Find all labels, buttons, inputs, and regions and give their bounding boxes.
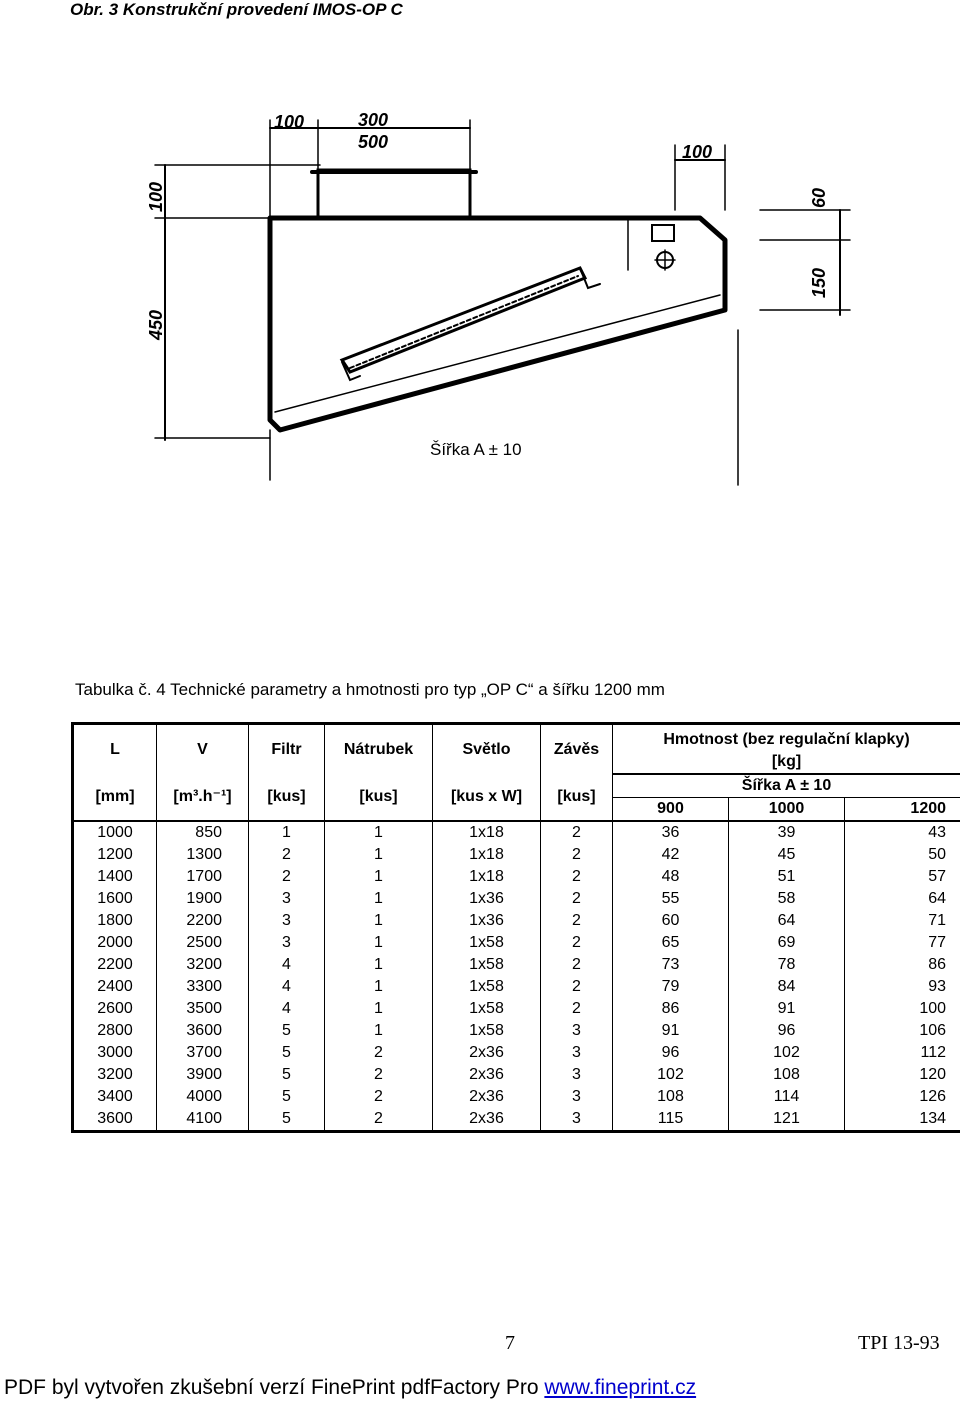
table-row: [73, 976, 960, 998]
table-cell: 91: [729, 998, 845, 1020]
table-cell: 3: [541, 1086, 613, 1108]
header-v-unit: [m³.h⁻¹]: [157, 774, 249, 821]
table-caption: Tabulka č. 4 Technické parametry a hmotnosti pro typ „OP C“ a šířku 1200 mm: [75, 680, 665, 699]
table-cell: 4100: [157, 1108, 249, 1132]
table-cell: 2: [541, 866, 613, 888]
header-row-1: [73, 724, 960, 752]
table-cell: 2x36: [433, 1108, 541, 1132]
table-cell: 42: [613, 844, 729, 866]
table-cell: 3: [541, 1108, 613, 1132]
table-cell: 4: [249, 954, 325, 976]
header-natrubek-unit: [kus]: [325, 774, 433, 821]
header-l: L: [73, 724, 157, 775]
table-cell: 1x58: [433, 954, 541, 976]
table-cell: 93: [928, 978, 947, 995]
header-w1000: 1000: [729, 798, 845, 822]
table-cell: 134: [919, 1110, 947, 1127]
table-cell: 850: [157, 821, 249, 844]
table-cell: 55: [613, 888, 729, 910]
table-cell: 96: [613, 1042, 729, 1064]
dim-100-right: 100: [682, 142, 713, 162]
table-cell: 1800: [73, 910, 157, 932]
header-zaves: Závěs: [541, 724, 613, 775]
table-cell: 39: [729, 821, 845, 844]
footer-text: PDF byl vytvořen zkušební verzí FinePrint pdfFactory Pro: [4, 1376, 545, 1399]
table-cell: 2: [249, 866, 325, 888]
table-cell: 1: [249, 821, 325, 844]
table-cell: 3: [249, 888, 325, 910]
header-svetlo: Světlo: [433, 724, 541, 775]
figure-caption: Obr. 3 Konstrukční provedení IMOS-OP C: [70, 0, 403, 19]
table-cell: 65: [613, 932, 729, 954]
dim-300: 300: [358, 110, 389, 130]
table-cell: 5: [249, 1086, 325, 1108]
footer-link[interactable]: www.fineprint.cz: [544, 1376, 697, 1399]
table-cell: 100: [919, 1000, 947, 1017]
table-cell: 2000: [73, 932, 157, 954]
table-cell: 112: [920, 1044, 947, 1061]
table-cell: 1700: [157, 866, 249, 888]
table-cell: 91: [613, 1020, 729, 1042]
table-cell: 3000: [73, 1042, 157, 1064]
table-cell: 58: [729, 888, 845, 910]
table-cell: 108: [613, 1086, 729, 1108]
table-cell: 84: [729, 976, 845, 998]
table-cell: 69: [729, 932, 845, 954]
table-cell: 2x36: [433, 1086, 541, 1108]
table-cell: 3600: [157, 1020, 249, 1042]
table-cell: 1x58: [433, 1020, 541, 1042]
dim-150: 150: [809, 267, 829, 298]
table-cell: 3900: [157, 1064, 249, 1086]
table-cell: 1: [325, 821, 433, 844]
table-cell: 1: [325, 998, 433, 1020]
table-cell: 1: [325, 866, 433, 888]
header-hmotnost: Hmotnost (bez regulační klapky): [663, 731, 910, 748]
table-cell: 1x36: [433, 910, 541, 932]
table-cell: 3: [541, 1042, 613, 1064]
table-cell: 1x18: [433, 866, 541, 888]
table-cell: 43: [928, 824, 947, 841]
table-cell: 2: [541, 932, 613, 954]
header-row-3: [73, 774, 960, 798]
dim-100-top: 100: [274, 112, 305, 132]
table-cell: 51: [729, 866, 845, 888]
table-cell: 5: [249, 1064, 325, 1086]
table-cell: 2: [541, 998, 613, 1020]
table-cell: 1300: [157, 844, 249, 866]
header-w900: 900: [613, 798, 729, 822]
table-cell: 4: [249, 998, 325, 1020]
table-cell: 120: [919, 1066, 947, 1083]
table-cell: 86: [928, 956, 947, 973]
table-cell: 1900: [157, 888, 249, 910]
table-cell: 1: [325, 954, 433, 976]
table-cell: 3200: [157, 954, 249, 976]
table-row: [73, 844, 960, 866]
table-cell: 1x58: [433, 998, 541, 1020]
table-cell: 3300: [157, 976, 249, 998]
table-row: [73, 910, 960, 932]
header-filtr-unit: [kus]: [249, 774, 325, 821]
table-cell: 73: [613, 954, 729, 976]
table-cell: 2200: [157, 910, 249, 932]
table-cell: 45: [729, 844, 845, 866]
table-cell: 3700: [157, 1042, 249, 1064]
table-cell: 2200: [73, 954, 157, 976]
header-filtr: Filtr: [249, 724, 325, 775]
table-row: [73, 998, 960, 1020]
footer-note: [4, 1376, 696, 1400]
header-w1200: 1200: [845, 798, 960, 822]
header-l-unit: [mm]: [73, 774, 157, 821]
table-cell: 1400: [73, 866, 157, 888]
table-row: [73, 1042, 960, 1064]
table-row: [73, 821, 960, 844]
table-cell: 2: [325, 1064, 433, 1086]
table-cell: 36: [613, 821, 729, 844]
table-cell: 2: [541, 976, 613, 998]
document-code: TPI 13-93: [858, 1332, 940, 1354]
table-cell: 3600: [73, 1108, 157, 1132]
table-cell: 50: [928, 846, 947, 863]
width-label: Šířka A ± 10: [430, 440, 522, 459]
table-cell: 2800: [73, 1020, 157, 1042]
dim-60: 60: [809, 187, 829, 208]
table-cell: 1: [325, 1020, 433, 1042]
table-cell: 102: [729, 1042, 845, 1064]
table-cell: 1: [325, 888, 433, 910]
header-svetlo-unit: [kus x W]: [433, 774, 541, 821]
table-cell: 108: [729, 1064, 845, 1086]
table-cell: 2: [325, 1086, 433, 1108]
table-cell: 4: [249, 976, 325, 998]
table-cell: 5: [249, 1020, 325, 1042]
table-cell: 106: [919, 1022, 947, 1039]
table-cell: 78: [729, 954, 845, 976]
table-cell: 2: [249, 844, 325, 866]
table-cell: 3: [249, 932, 325, 954]
table-cell: 79: [613, 976, 729, 998]
table-cell: 1x18: [433, 844, 541, 866]
table-cell: 1: [325, 844, 433, 866]
table-cell: 1600: [73, 888, 157, 910]
header-zaves-unit: [kus]: [541, 774, 613, 821]
table-row: [73, 888, 960, 910]
table-cell: 2: [541, 888, 613, 910]
table-cell: 60: [613, 910, 729, 932]
table-cell: 5: [249, 1108, 325, 1132]
table-cell: 1: [325, 932, 433, 954]
table-row: [73, 866, 960, 888]
page-number: 7: [505, 1332, 515, 1354]
table-cell: 2x36: [433, 1042, 541, 1064]
dim-450: 450: [146, 309, 166, 340]
table-cell: 96: [729, 1020, 845, 1042]
table-cell: 48: [613, 866, 729, 888]
table-cell: 1x58: [433, 932, 541, 954]
dim-100-left: 100: [146, 181, 166, 212]
table-cell: 3: [249, 910, 325, 932]
table-cell: 102: [613, 1064, 729, 1086]
table-cell: 64: [928, 890, 947, 907]
table-cell: 2600: [73, 998, 157, 1020]
header-sirka: Šířka A ± 10: [613, 774, 960, 798]
table-cell: 1: [325, 910, 433, 932]
table-cell: 121: [729, 1108, 845, 1132]
table-row: [73, 1064, 960, 1086]
table-cell: 2: [541, 954, 613, 976]
table-cell: 1x58: [433, 976, 541, 998]
table-cell: 126: [919, 1088, 947, 1105]
table-cell: 64: [729, 910, 845, 932]
table-row: [73, 954, 960, 976]
table-cell: 77: [928, 934, 947, 951]
table-cell: 114: [729, 1086, 845, 1108]
header-v: V: [157, 724, 249, 775]
parameters-table: [71, 722, 960, 1133]
table-cell: 2: [325, 1042, 433, 1064]
table-cell: 115: [613, 1108, 729, 1132]
table-cell: 57: [928, 868, 947, 885]
table-cell: 2: [325, 1108, 433, 1132]
table-cell: 2: [541, 844, 613, 866]
table-cell: 1000: [73, 821, 157, 844]
table-cell: 2: [541, 910, 613, 932]
table-cell: 86: [613, 998, 729, 1020]
table-row: [73, 1108, 960, 1132]
header-natrubek: Nátrubek: [325, 724, 433, 775]
table-cell: 3: [541, 1064, 613, 1086]
table-row: [73, 932, 960, 954]
table-cell: 3500: [157, 998, 249, 1020]
table-cell: 3400: [73, 1086, 157, 1108]
header-hmotnost-unit: [kg]: [613, 751, 960, 774]
table-cell: 1: [325, 976, 433, 998]
table-cell: 3: [541, 1020, 613, 1042]
table-cell: 5: [249, 1042, 325, 1064]
table-cell: 3200: [73, 1064, 157, 1086]
table-cell: 2400: [73, 976, 157, 998]
table-row: [73, 1086, 960, 1108]
table-cell: 2x36: [433, 1064, 541, 1086]
table-cell: 71: [928, 912, 947, 929]
table-cell: 4000: [157, 1086, 249, 1108]
table-cell: 1x18: [433, 821, 541, 844]
table-cell: 1x36: [433, 888, 541, 910]
table-cell: 2500: [157, 932, 249, 954]
dim-500: 500: [358, 132, 389, 152]
table-cell: 2: [541, 821, 613, 844]
table-cell: 1200: [73, 844, 157, 866]
table-row: [73, 1020, 960, 1042]
